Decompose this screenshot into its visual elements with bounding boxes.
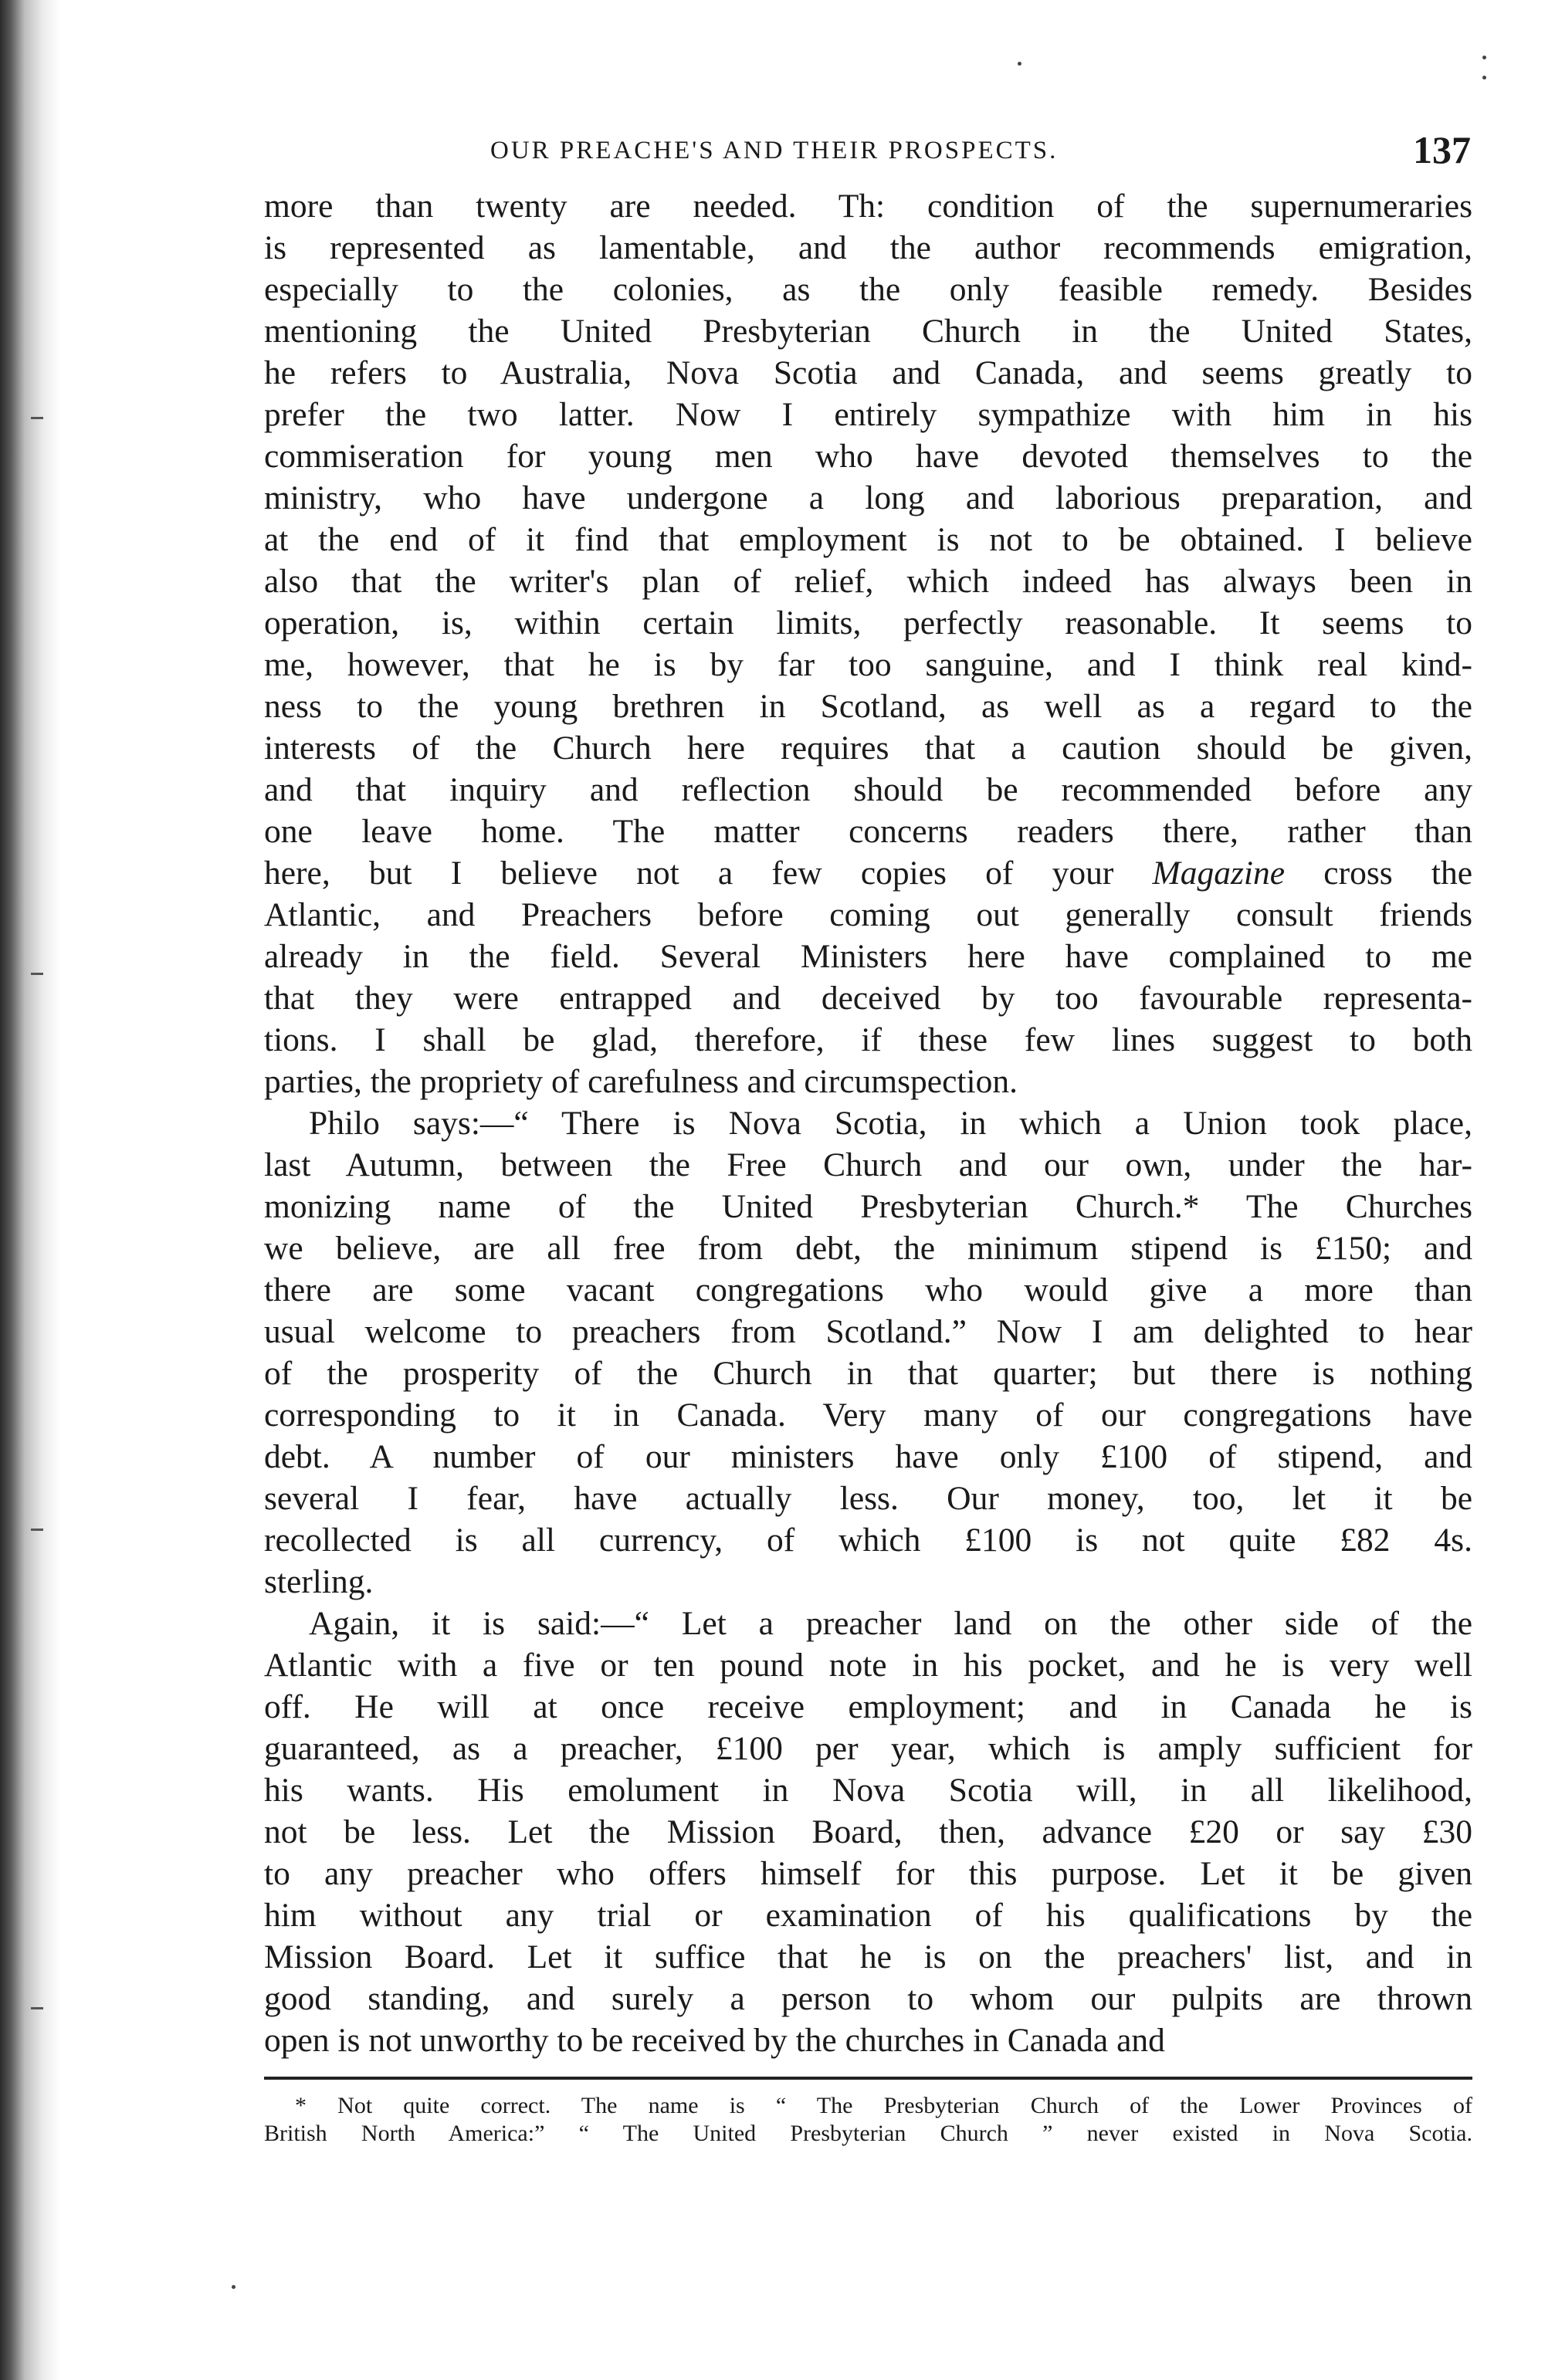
text-line: guaranteed, as a preacher, £100 per year, which is amply sufficient for: [264, 1730, 1472, 1767]
text-line: mentioning the United Presbyterian Church in the United States,: [264, 313, 1472, 350]
text-line: not be less. Let the Mission Board, then, advance £20 or say £30: [264, 1813, 1472, 1850]
text-line: off. He will at once receive employment; and in Canada he is: [264, 1688, 1472, 1725]
text-line: tions. I shall be glad, therefore, if these few lines suggest to both: [264, 1021, 1472, 1058]
text-line: commiseration for young men who have devoted themselves to the: [264, 438, 1472, 475]
footnote-line: British North America:” “ The United Presbyterian Church ” never existed in Nova Scotia.: [264, 2121, 1472, 2146]
footnote-line: * Not quite correct. The name is “ The Presbyterian Church of the Lower Provinces of: [295, 2093, 1472, 2118]
text-line: here, but I believe not a few copies of your Magazine cross the: [264, 855, 1473, 892]
running-head: OUR PREACHE'S AND THEIR PROSPECTS.: [490, 137, 1059, 164]
text-line: recollected is all currency, of which £100 is not quite £82 4s.: [264, 1522, 1472, 1559]
text-line: his wants. His emolument in Nova Scotia will, in all likelihood,: [264, 1772, 1472, 1809]
text-line: good standing, and surely a person to whom our pulpits are thrown: [264, 1980, 1472, 2017]
page-binding-edge: [0, 0, 60, 2380]
paragraph: [264, 1603, 1472, 2061]
text-line: especially to the colonies, as the only feasible remedy. Besides: [264, 271, 1472, 308]
paragraph: [264, 1102, 1472, 1603]
text-line: debt. A number of our ministers have only £100 of stipend, and: [264, 1438, 1472, 1475]
text-line: usual welcome to preachers from Scotland.” Now I am delighted to hear: [264, 1313, 1472, 1350]
text-line: at the end of it find that employment is not to be obtained. I believe: [264, 521, 1472, 558]
footnote: [264, 2092, 1472, 2148]
text-line: prefer the two latter. Now I entirely sympathize with him in his: [264, 396, 1472, 433]
text-line: Philo says:—“ There is Nova Scotia, in which a Union took place,: [309, 1105, 1472, 1142]
text-line: already in the field. Several Ministers here have complained to me: [264, 938, 1472, 975]
text-line: open is not unworthy to be received by the churches in Canada and: [264, 2022, 1165, 2059]
text-line: monizing name of the United Presbyterian Church.* The Churches: [264, 1188, 1472, 1225]
text-line: he refers to Australia, Nova Scotia and Canada, and seems greatly to: [264, 354, 1472, 391]
text-line: several I fear, have actually less. Our money, too, let it be: [264, 1480, 1472, 1517]
text-line: him without any trial or examination of his qualifications by the: [264, 1897, 1472, 1934]
binding-mark: [31, 973, 43, 975]
page-number: 137: [1413, 128, 1471, 171]
text-line: last Autumn, between the Free Church and our own, under the har-: [264, 1146, 1472, 1183]
text-line: and that inquiry and reflection should be recommended before any: [264, 771, 1472, 808]
text-line: Again, it is said:—“ Let a preacher land on the other side of the: [309, 1605, 1472, 1642]
text-line: one leave home. The matter concerns readers there, rather than: [264, 813, 1472, 850]
text-line: interests of the Church here requires that a caution should be given,: [264, 730, 1472, 767]
text-line: operation, is, within certain limits, perfectly reasonable. It seems to: [264, 604, 1472, 642]
text-line: that they were entrapped and deceived by too favourable representa-: [264, 980, 1472, 1017]
text-line: Atlantic, and Preachers before coming out generally consult friends: [264, 896, 1472, 933]
article-body: [264, 185, 1472, 2061]
text-line: ministry, who have undergone a long and laborious preparation, and: [264, 479, 1472, 516]
text-line: parties, the propriety of carefulness and circumspection.: [264, 1063, 1018, 1100]
text-line: there are some vacant congregations who would give a more than: [264, 1271, 1472, 1308]
footnote-divider: [264, 2077, 1472, 2080]
speck: [232, 2285, 235, 2289]
binding-mark: [31, 417, 43, 419]
speck: [1482, 56, 1486, 59]
text-line: ness to the young brethren in Scotland, as well as a regard to the: [264, 688, 1472, 725]
binding-mark: [31, 2007, 43, 2009]
speck: [1018, 62, 1021, 66]
text-line: to any preacher who offers himself for this purpose. Let it be given: [264, 1855, 1472, 1892]
text-line: me, however, that he is by far too sanguine, and I think real kind-: [264, 646, 1472, 683]
page-header: [266, 127, 1471, 181]
text-line: is represented as lamentable, and the author recommends emigration,: [264, 229, 1472, 266]
text-line: sterling.: [264, 1563, 374, 1600]
text-line: corresponding to it in Canada. Very many of our congregations have: [264, 1397, 1472, 1434]
text-line: also that the writer's plan of relief, which indeed has always been in: [264, 563, 1472, 600]
text-line: Mission Board. Let it suffice that he is on the preachers' list, and in: [264, 1938, 1472, 1975]
binding-mark: [31, 1529, 43, 1531]
paragraph: [264, 185, 1472, 1102]
speck: [1482, 76, 1486, 80]
text-line: Atlantic with a five or ten pound note in his pocket, and he is very well: [264, 1647, 1472, 1684]
text-line: more than twenty are needed. Th: condition of the supernumeraries: [264, 188, 1472, 225]
text-line: of the prosperity of the Church in that quarter; but there is nothing: [264, 1355, 1472, 1392]
text-line: we believe, are all free from debt, the minimum stipend is £150; and: [264, 1230, 1472, 1267]
